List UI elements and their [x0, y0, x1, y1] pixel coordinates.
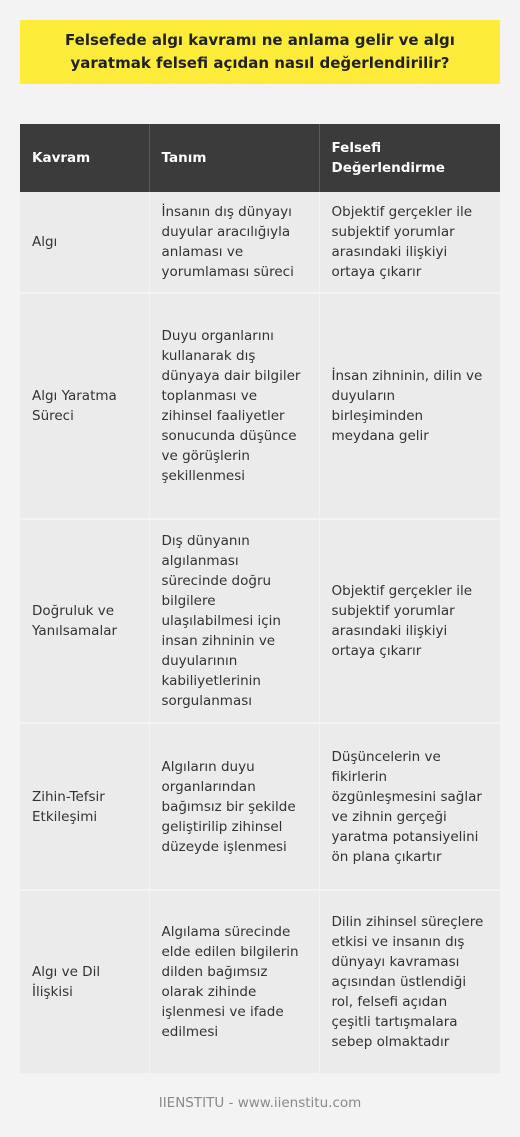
header-tanim: Tanım [149, 124, 319, 192]
cell-degerlendirme: İnsan zihninin, dilin ve duyuların birleşiminden meydana gelir [319, 293, 500, 519]
table-row [20, 192, 500, 293]
table-row [20, 890, 500, 1074]
cell-kavram: Doğruluk ve Yanılsamalar [20, 519, 149, 723]
table-header-row [20, 124, 500, 192]
cell-tanim: Algıların duyu organlarından bağımsız bir şekilde geliştirilip zihinsel düzeyde işlenmesi [149, 723, 319, 890]
table-row [20, 293, 500, 519]
table-row [20, 519, 500, 723]
title-banner [20, 20, 500, 84]
cell-tanim: Dış dünyanın algılanması sürecinde doğru bilgilere ulaşılabilmesi için insan zihninin ve duyularının kabiliyetlerinin sorgulanması [149, 519, 319, 723]
cell-kavram: Algı [20, 192, 149, 293]
cell-degerlendirme: Dilin zihinsel süreçlere etkisi ve insanın dış dünyayı kavraması açısından üstlendiği rol, felsefi açıdan çeşitli tartışmalara sebep olmaktadır [319, 890, 500, 1074]
concept-table [20, 124, 500, 1075]
cell-tanim: İnsanın dış dünyayı duyular aracılığıyla anlaması ve yorumlaması süreci [149, 192, 319, 293]
footer-credit: IIENSTITU - www.iienstitu.com [158, 1095, 362, 1111]
cell-degerlendirme: Objektif gerçekler ile subjektif yorumlar arasındaki ilişkiyi ortaya çıkarır [319, 192, 500, 293]
cell-kavram: Algı Yaratma Süreci [20, 293, 149, 519]
header-kavram: Kavram [20, 124, 149, 192]
cell-tanim: Duyu organlarını kullanarak dış dünyaya dair bilgiler toplanması ve zihinsel faaliyetler sonucunda düşünce ve görüşlerin şekillenmesi [149, 293, 319, 519]
cell-kavram: Algı ve Dil İlişkisi [20, 890, 149, 1074]
cell-degerlendirme: Düşüncelerin ve fikirlerin özgünleşmesini sağlar ve zihnin gerçeği yaratma potansiyelini ön plana çıkartır [319, 723, 500, 890]
cell-degerlendirme: Objektif gerçekler ile subjektif yorumlar arasındaki ilişkiyi ortaya çıkarır [319, 519, 500, 723]
cell-kavram: Zihin-Tefsir Etkileşimi [20, 723, 149, 890]
header-felsefi-degerlendirme: Felsefi Değerlendirme [319, 124, 500, 192]
cell-tanim: Algılama sürecinde elde edilen bilgilerin dilden bağımsız olarak zihinde işlenmesi ve ifade edilmesi [149, 890, 319, 1074]
page-title: Felsefede algı kavramı ne anlama gelir ve algı yaratmak felsefi açıdan nasıl değerlendirilir? [65, 31, 455, 72]
table-row [20, 723, 500, 890]
